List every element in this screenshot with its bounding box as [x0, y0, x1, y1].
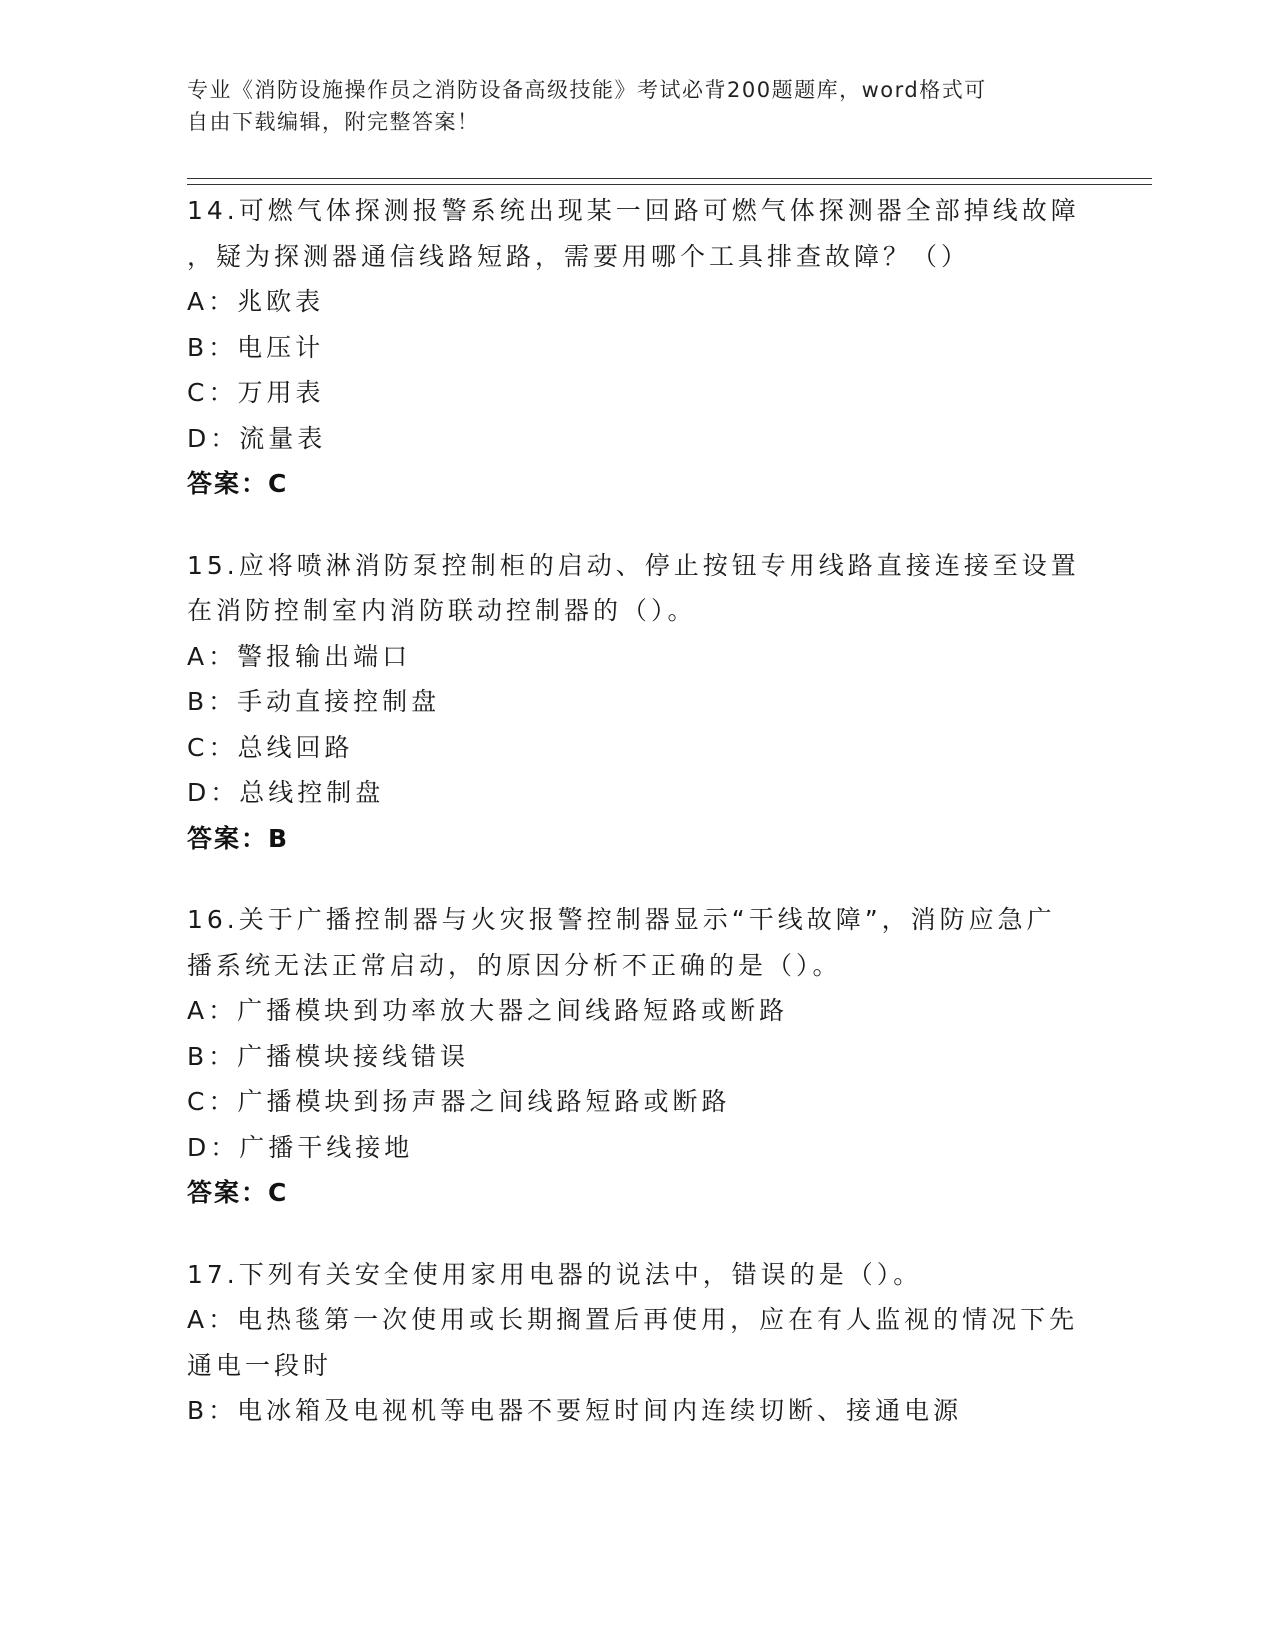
option-a: A：广播模块到功率放大器之间线路短路或断路	[187, 996, 789, 1025]
question-stem: 16.关于广播控制器与火灾报警控制器显示“干线故障”，消防应急广	[187, 905, 1056, 934]
question-16	[187, 897, 1087, 1216]
question-stem: 播系统无法正常启动，的原因分析不正确的是（）。	[187, 950, 842, 980]
question-17	[187, 1252, 1087, 1434]
answer-line: 答案：C	[187, 469, 289, 498]
option-b: B：电冰箱及电视机等电器不要短时间内连续切断、接通电源	[187, 1396, 963, 1425]
option-a-continued: 通电一段时	[187, 1350, 333, 1380]
option-b: B：手动直接控制盘	[187, 687, 441, 716]
option-a: A：警报输出端口	[187, 641, 412, 671]
option-a: A：电热毯第一次使用或长期搁置后再使用，应在有人监视的情况下先	[187, 1305, 1079, 1334]
header-title-line-2: 自由下载编辑，附完整答案！	[187, 110, 480, 134]
option-d: D：流量表	[187, 423, 327, 453]
question-stem: 17.下列有关安全使用家用电器的说法中，错误的是（）。	[187, 1259, 923, 1289]
option-c: C：广播模块到扬声器之间线路短路或断路	[187, 1087, 731, 1116]
question-stem: 15.应将喷淋消防泵控制柜的启动、停止按钮专用线路直接连接至设置	[187, 550, 1080, 580]
question-stem: 在消防控制室内消防联动控制器的（）。	[187, 596, 697, 625]
header-divider	[187, 178, 1152, 185]
document-header	[187, 74, 1087, 138]
answer-line: 答案：C	[187, 1178, 289, 1207]
option-a: A：兆欧表	[187, 287, 325, 316]
option-d: D：广播干线接地	[187, 1132, 414, 1162]
question-15	[187, 543, 1087, 862]
question-stem: 14.可燃气体探测报警系统出现某一回路可燃气体探测器全部掉线故障	[187, 196, 1080, 225]
option-b: B：广播模块接线错误	[187, 1041, 470, 1071]
question-list	[187, 188, 1087, 1470]
option-c: C：总线回路	[187, 732, 354, 762]
option-d: D：总线控制盘	[187, 778, 385, 807]
question-stem: ，疑为探测器通信线路短路，需要用哪个工具排查故障？（）	[187, 241, 971, 271]
header-title-line-1: 专业《消防设施操作员之消防设备高级技能》考试必背200题题库，word格式可	[187, 78, 987, 102]
question-14	[187, 188, 1087, 507]
option-c: C：万用表	[187, 378, 325, 407]
option-b: B：电压计	[187, 332, 325, 362]
answer-line: 答案：B	[187, 823, 290, 853]
